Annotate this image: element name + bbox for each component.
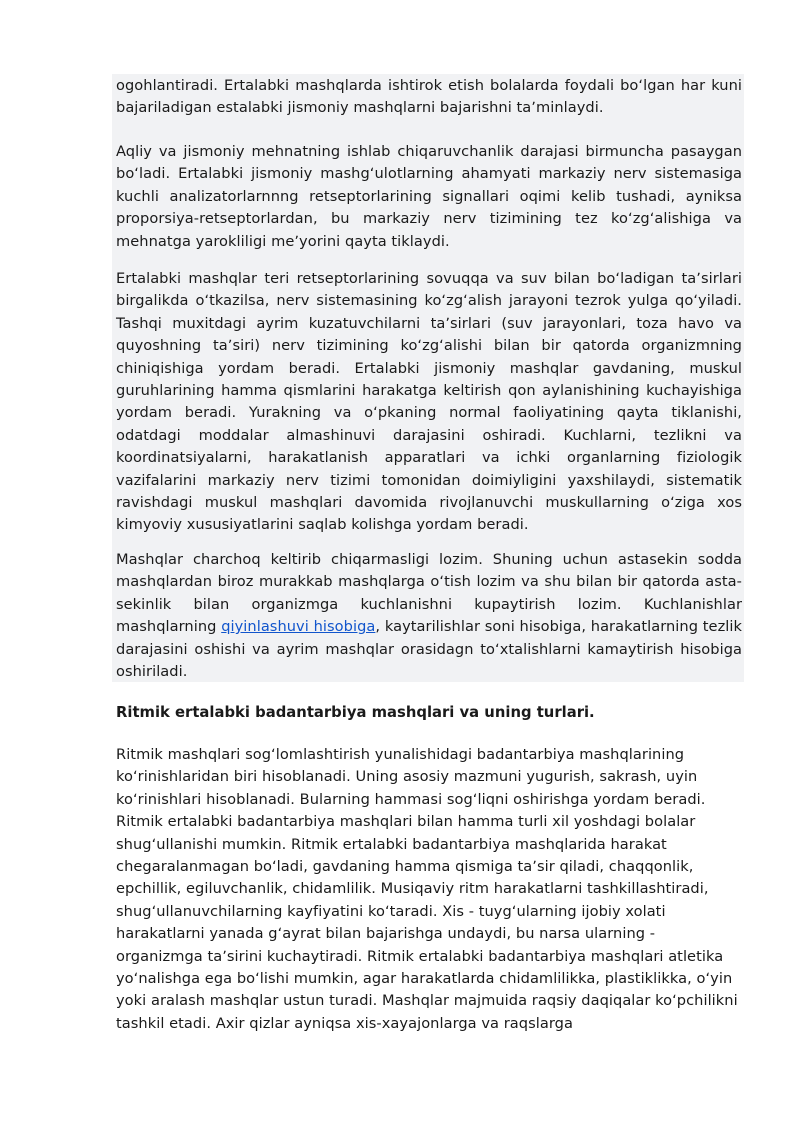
paragraph-4-text-end: , kaytarilishlar soni hisobiga, harakatlarning tezlik darajasini oshishi va ayrim mashqlar orasidagn toʻxtalishlarni kamaytirish hisobiga oshiriladi. (116, 618, 743, 681)
paragraph-5: Ritmik mashqlari sogʻlomlashtirish yunalishidagi badantarbiya mashqlarining koʻrinishlaridan biri hisoblanadi. Uning asosiy mazmuni yugurish, sakrash, uyin koʻrinishlari hisoblanadi. Bularning hammasi sogʻliqni oshirishga yordam beradi. Ritmik ertalabki badantarbiya mashqlari bilan hamma turli xil yoshdagi bolalar shugʻullanishi mumkin. Ritmik ertalabki badantarbiya mashqlarida harakat chegaralanmagan boʻladi, gavdaning hamma qismiga taʼsir qiladi, chaqqonlik, epchillik, egiluvchanlik, chidamlilik. Musiqaviy ritm harakatlarni tashkillashtiradi, shugʻullanuvchilarning kayfiyatini koʻtaradi. Xis - tuygʻularning ijobiy xolati harakatlarni yanada gʻayrat bilan bajarishga undaydi, bu narsa ularning - organizmga taʼsirini kuchaytiradi. Ritmik ertalabki badantarbiya mashqlari atletika yoʻnalishga ega boʻlishi mumkin, agar harakatlarda chidamlilikka, plastiklikka, oʻyin yoki aralash mashqlar ustun turadi. Mashqlar majmuida raqsiy daqiqalar koʻpchilikni tashkil etadi. Axir qizlar ayniqsa xis-xayajonlarga va raqslarga (116, 746, 738, 1032)
paragraph-2: Aqliy va jismoniy mehnatning ishlab chiqaruvchanlik darajasi birmuncha pasaygan boʻladi. Ertalabki jismoniy mashgʻulotlarning ahamyati markaziy nerv sistemasiga kuchli analizatorlarnnng retseptorlarining signallari oqimi kelib tushadi, ayniksa proporsiya-retseptorlardan, bu markaziy nerv tizimining tez koʻzgʻalishiga va mehnatga yarokliligi meʼyorini qayta tiklaydi. (116, 143, 742, 250)
section-heading: Ritmik ertalabki badantarbiya mashqlari va uning turlari. (116, 704, 595, 721)
paragraph-4-text-start: Mashqlar charchoq keltirib chiqarmasligi lozim. Shuning uchun astasekin sodda mashqlardan biroz murakkab mashqlarga oʻtish lozim va shu bilan bir qatorda asta-sekinlik bilan organizmga kuchlanishni kupaytirish lozim. Kuchlanishlar mashqlarning (116, 551, 742, 636)
paragraph-4 (116, 549, 742, 683)
hyperlink-qiyinlashuvi-hisobiga[interactable]: qiyinlashuvi hisobiga (221, 618, 376, 636)
paragraph-1: ogohlantiradi. Ertalabki mashqlarda ishtirok etish bolalarda foydali boʻlgan har kuni bajariladigan estalabki jismoniy mashqlarni bajarishni taʼminlaydi. (116, 77, 742, 117)
paragraph-3: Ertalabki mashqlar teri retseptorlarining sovuqqa va suv bilan boʻladigan taʼsirlari birgalikda oʻtkazilsa, nerv sistemasining koʻzgʻalish jarayoni tezrok yulga qoʻyiladi. Tashqi muxitdagi ayrim kuzatuvchilarni taʼsirlari (suv jarayonlari, toza havo va quyoshning taʼsiri) nerv tizimining koʻzgʻalishi bilan bir qatorda organizmning chiniqishiga yordam beradi. Ertalabki jismoniy mashqlar gavdaning, muskul guruhlarining hamma qismlarini harakatga keltirish qon aylanishining kuchayishiga yordam beradi. Yurakning va oʻpkaning normal faoliyatining qayta tiklanishi, odatdagi moddalar almashinuvi darajasini oshiradi. Kuchlarni, tezlikni va koordinatsiyalarni, harakatlanish apparatlari va ichki organlarning fiziologik vazifalarini markaziy nerv tizimi tomonidan doimiyligini yaxshilaydi, sistematik ravishdagi muskul mashqlari davomida rivojlanuvchi muskullarning oʻziga xos kimyoviy xususiyatlarini saqlab kolishga yordam beradi. (116, 270, 742, 534)
